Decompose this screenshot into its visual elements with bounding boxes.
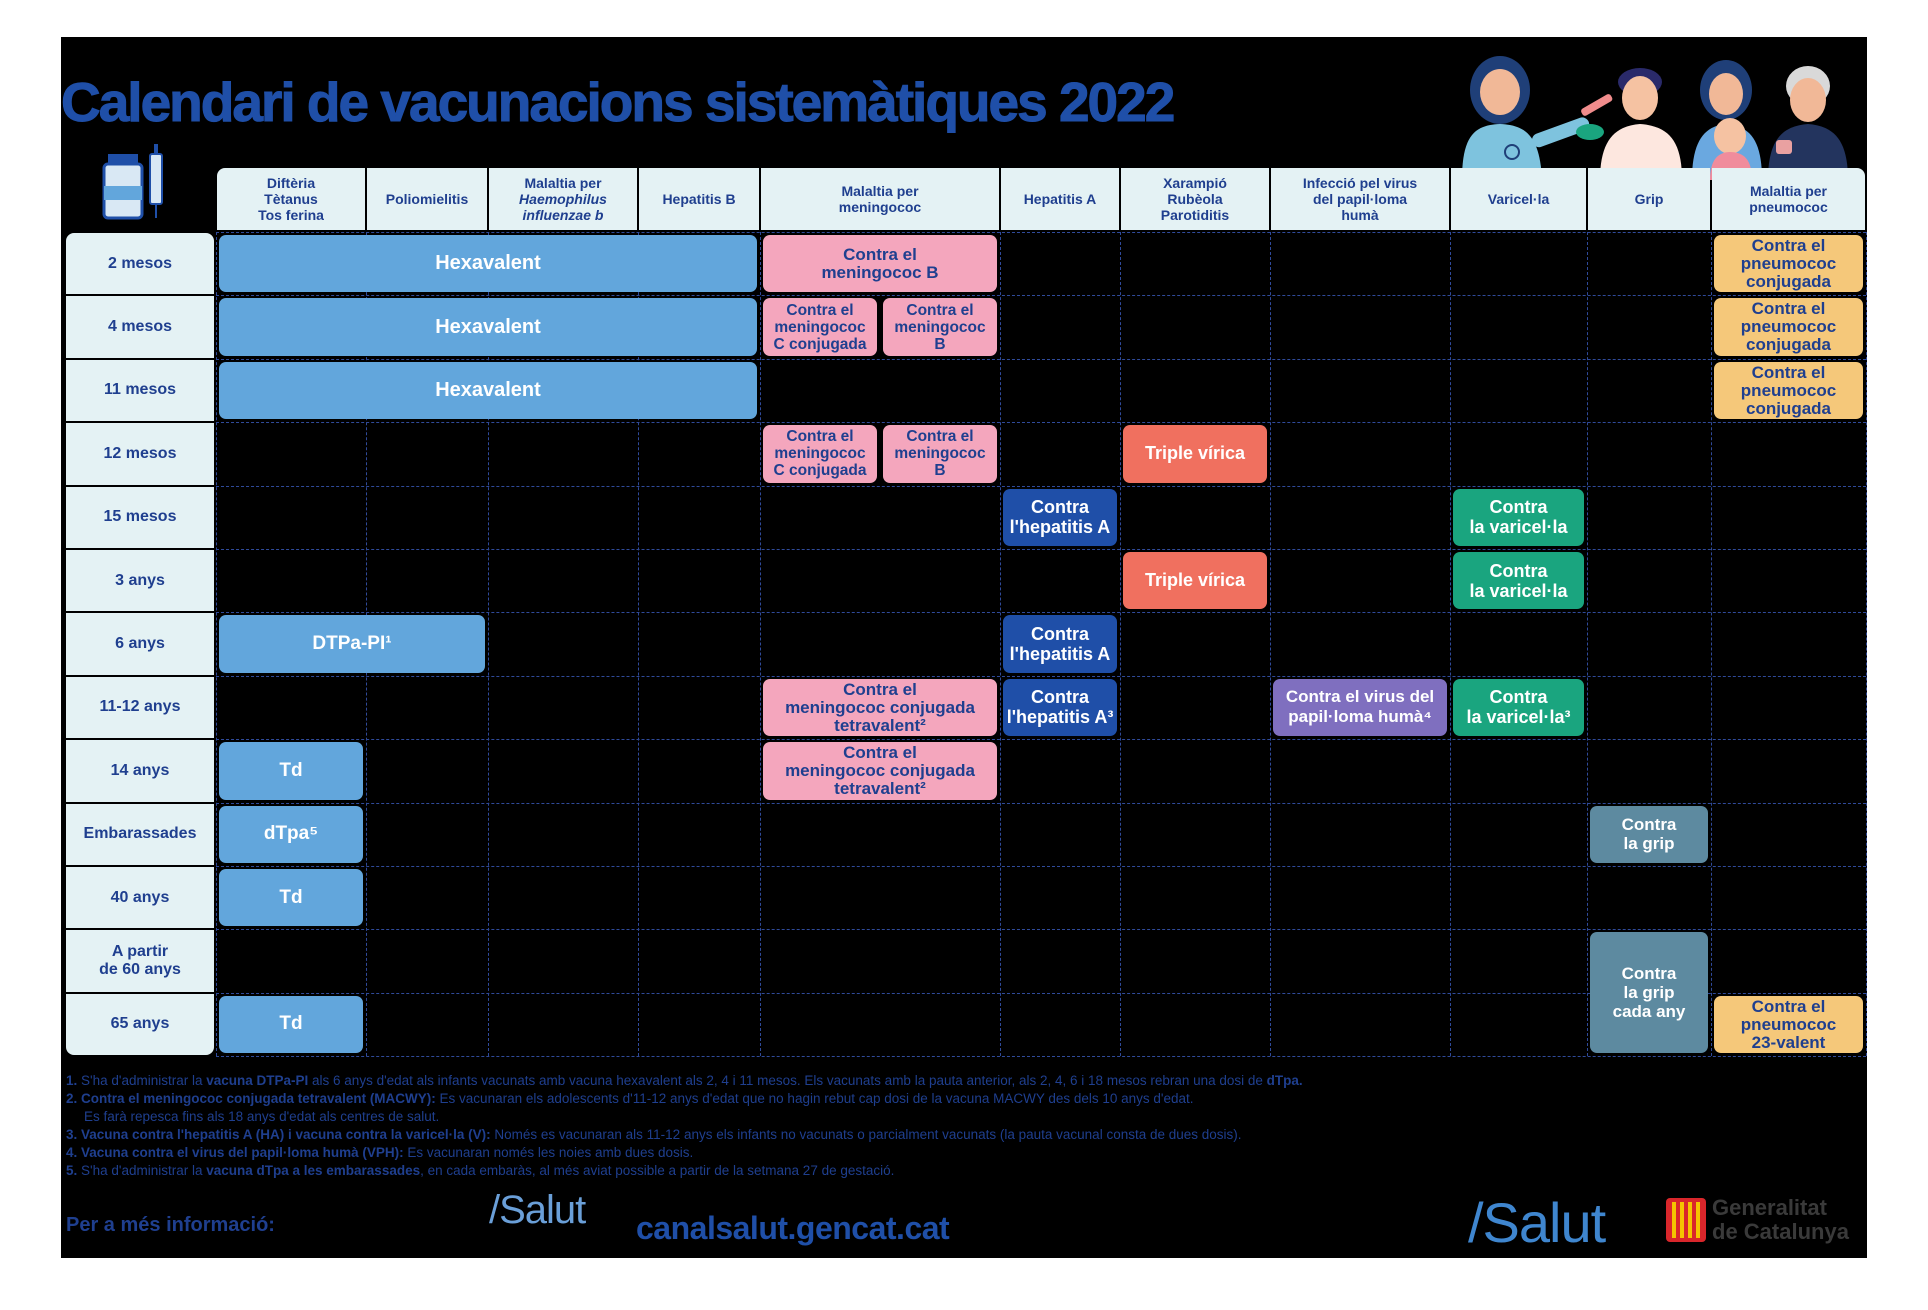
row-label — [66, 867, 214, 928]
grid-row-line — [216, 1056, 1866, 1057]
row-label — [66, 423, 214, 484]
row-label-line: 65 anys — [110, 1015, 170, 1033]
vaccine-cell: Contra el pneumococ conjugada — [1714, 298, 1863, 355]
column-header — [1712, 168, 1865, 230]
grid-column-line — [760, 232, 761, 1056]
column-header-line: del papil·loma — [1312, 191, 1408, 207]
column-header-line: Malaltia per — [841, 183, 919, 199]
row-label-text — [108, 255, 172, 273]
row-label-line: 15 mesos — [103, 508, 177, 526]
row-label-line: 14 anys — [110, 761, 170, 779]
column-header-line: Tètanus — [264, 191, 318, 207]
column-header — [1271, 168, 1449, 230]
footnote-bold: vacuna dTpa a les embarassades — [206, 1163, 421, 1178]
column-header-text — [1488, 191, 1550, 207]
column-header-text — [662, 191, 735, 207]
vaccine-cell: DTPa-PI¹ — [219, 615, 485, 672]
row-label-text — [100, 698, 181, 716]
grid-row-line — [216, 929, 1866, 930]
vaccine-cell: Contra l'hepatitis A — [1003, 489, 1117, 546]
row-label-text — [111, 889, 170, 907]
row-label-text — [115, 635, 165, 653]
vaccine-cell: Contra la grip cada any — [1590, 932, 1708, 1053]
row-label-line: de 60 anys — [99, 961, 181, 979]
row-label — [66, 930, 214, 991]
vaccine-cell: Hexavalent — [219, 235, 757, 292]
vaccine-cell: Hexavalent — [219, 298, 757, 355]
grid-row-line — [216, 676, 1866, 677]
grid-row-line — [216, 486, 1866, 487]
column-header — [1001, 168, 1119, 230]
row-label — [66, 613, 214, 674]
row-label — [66, 360, 214, 421]
row-label-line: A partir — [111, 943, 169, 961]
row-label-text — [111, 762, 170, 780]
row-label-text — [111, 1015, 170, 1033]
row-label-line: Embarassades — [83, 825, 197, 843]
vaccine-cell: Triple vírica — [1123, 552, 1267, 609]
column-header — [367, 168, 487, 230]
vaccine-cell: Hexavalent — [219, 362, 757, 419]
column-header-line: meningococ — [838, 199, 922, 215]
column-header-line: pneumococ — [1749, 199, 1828, 215]
grid-column-line — [1866, 232, 1867, 1056]
column-header-line: humà — [1341, 207, 1379, 223]
row-label-line: 40 anys — [110, 888, 170, 906]
grid-row-line — [216, 232, 1866, 233]
grid-row-line — [216, 549, 1866, 550]
footnote-line — [66, 1126, 1586, 1144]
footnote-bold: 3. Vacuna contra l'hepatitis A (HA) i vacuna contra la varicel·la (V): — [66, 1127, 491, 1142]
row-label — [66, 994, 214, 1055]
row-label — [66, 740, 214, 801]
column-header-line: Xarampió — [1163, 175, 1227, 191]
column-header-line: Hepatitis A — [1023, 191, 1097, 207]
row-label-text — [104, 381, 176, 399]
grid-row-line — [216, 359, 1866, 360]
row-label-text — [104, 508, 177, 526]
row-label — [66, 296, 214, 357]
vaccine-cell: Triple vírica — [1123, 425, 1267, 482]
footnote-bold: 2. Contra el meningococ conjugada tetravalent (MACWY): — [66, 1091, 436, 1106]
vaccine-cell: Contra la varicel·la — [1453, 489, 1584, 546]
column-header-text — [1161, 175, 1229, 223]
row-label — [66, 487, 214, 548]
grid-column-line — [1120, 232, 1121, 1056]
column-header-text — [1303, 175, 1417, 223]
vaccine-cell: Contra el meningococ B — [883, 298, 997, 355]
column-header-text — [839, 183, 921, 215]
row-label-line: 11-12 anys — [99, 698, 181, 716]
vaccine-cell: Td — [219, 869, 363, 926]
footnote-bold: 4. Vacuna contra el virus del papil·loma humà (VPH): — [66, 1145, 404, 1160]
generalitat-line-1: Generalitat — [1712, 1195, 1827, 1220]
column-header-line: Malaltia per — [524, 175, 602, 191]
grid-row-line — [216, 295, 1866, 296]
row-label-text — [99, 943, 181, 979]
grid-column-line — [216, 232, 217, 1056]
footnote-bold: 1. — [66, 1073, 78, 1088]
column-header-line: Poliomielitis — [385, 191, 469, 207]
vaccine-cell: Contra el pneumococ 23-valent — [1714, 996, 1863, 1053]
column-header-line: influenzae b — [522, 207, 604, 223]
row-label-text — [84, 825, 197, 843]
vaccine-cell: Td — [219, 742, 363, 799]
column-header-text — [1749, 183, 1828, 215]
footnote-text: Només es vacunaran als 11-12 anys els infants no vacunats o parcialment vacunats (la pauta vacunal consta de dues dosis). — [490, 1127, 1242, 1142]
column-header-line: Tos ferina — [258, 207, 324, 223]
vaccine-cell: Td — [219, 996, 363, 1053]
footnote-text: Es farà repesca fins als 18 anys d'edat als centres de salut. — [84, 1109, 440, 1124]
vaccine-cell: Contra la varicel·la³ — [1453, 679, 1584, 736]
column-header-text — [1024, 191, 1097, 207]
footnote-line — [66, 1108, 1586, 1126]
footnote-bold: 5. — [66, 1163, 78, 1178]
column-header-text — [386, 191, 468, 207]
column-header-text — [258, 175, 324, 223]
footnote-bold: vacuna DTPa-PI — [206, 1073, 309, 1088]
column-header-line: Varicel·la — [1487, 191, 1550, 207]
column-header-line: Parotiditis — [1160, 207, 1230, 223]
grid-row-line — [216, 866, 1866, 867]
vaccine-cell: Contra el meningococ C conjugada — [763, 425, 877, 482]
column-header — [1451, 168, 1586, 230]
vaccine-cell: Contra el meningococ C conjugada — [763, 298, 877, 355]
footnote-line — [66, 1162, 1586, 1180]
vaccine-cell: Contra el meningococ conjugada tetravalent² — [763, 679, 997, 736]
vaccine-cell: Contra l'hepatitis A — [1003, 615, 1117, 672]
footnote-text: S'ha d'administrar la — [77, 1073, 207, 1088]
row-label — [66, 804, 214, 865]
column-header-line: Grip — [1634, 191, 1664, 207]
column-header — [489, 168, 637, 230]
vaccine-cell: Contra el virus del papil·loma humà⁴ — [1273, 679, 1447, 736]
footnote-line — [66, 1072, 1586, 1090]
row-label-line: 6 anys — [115, 635, 165, 653]
grid-row-line — [216, 612, 1866, 613]
generalitat-line-2: de Catalunya — [1712, 1219, 1849, 1244]
row-label-line: 3 anys — [115, 571, 165, 589]
column-header-line: Hepatitis B — [662, 191, 736, 207]
row-label-line: 4 mesos — [107, 318, 173, 336]
column-header — [1121, 168, 1269, 230]
more-info-label: Per a més informació: — [66, 1214, 275, 1236]
grid-column-line — [1000, 232, 1001, 1056]
vaccine-cell: dTpa⁵ — [219, 806, 363, 863]
vaccine-cell: Contra el meningococ conjugada tetravalent² — [763, 742, 997, 799]
vaccine-cell: Contra la grip — [1590, 806, 1708, 863]
grid-column-line — [1587, 232, 1588, 1056]
vaccine-cell: Contra el meningococ B — [763, 235, 997, 292]
column-header — [639, 168, 759, 230]
row-label-line: 12 mesos — [103, 444, 177, 462]
column-header — [1588, 168, 1710, 230]
salut-logo-small: /Salut — [489, 1188, 586, 1232]
generalitat-logo-text — [1712, 1196, 1849, 1244]
column-header-line: Diftèria — [266, 175, 316, 191]
row-label-text — [115, 572, 165, 590]
row-label-text — [104, 445, 177, 463]
footnote-line — [66, 1090, 1586, 1108]
footnote-text: Es vacunaran els adolescents d'11-12 anys d'edat que no hagin rebut cap dosi de la vacuna MACWY des dels 10 anys d'edat. — [435, 1091, 1194, 1106]
column-header-line: Haemophilus — [519, 191, 607, 207]
salut-logo-large: /Salut — [1468, 1191, 1606, 1254]
row-label-line: 11 mesos — [103, 381, 177, 399]
column-header — [217, 168, 365, 230]
vaccine-cell: Contra la varicel·la — [1453, 552, 1584, 609]
grid-row-line — [216, 739, 1866, 740]
footnote-line — [66, 1144, 1586, 1162]
website-link[interactable]: canalsalut.gencat.cat — [636, 1210, 950, 1246]
grid-column-line — [1711, 232, 1712, 1056]
footnotes — [66, 1072, 1586, 1180]
vaccine-cell: Contra el pneumococ conjugada — [1714, 235, 1863, 292]
footnote-text: , en cada embaràs, al més aviat possible a partir de la setmana 27 de gestació. — [420, 1163, 895, 1178]
vaccine-cell: Contra el meningococ B — [883, 425, 997, 482]
column-header-line: Infecció pel virus — [1302, 175, 1418, 191]
row-label — [66, 677, 214, 738]
column-header-line: Malaltia per — [1749, 183, 1827, 199]
row-label-line: 2 mesos — [107, 254, 173, 272]
footnote-text: als 6 anys d'edat als infants vacunats amb vacuna hexavalent als 2, 4 i 11 mesos. Els vacunats amb la pauta anterior, als 2, 4, 6 i 18 mesos rebran una dosi de — [308, 1073, 1267, 1088]
column-header-text — [519, 175, 607, 223]
page-title: Calendari de vacunacions sistemàtiques 2022 — [61, 71, 1174, 133]
vaccine-cell: Contra el pneumococ conjugada — [1714, 362, 1863, 419]
row-label — [66, 550, 214, 611]
footnote-text: S'ha d'administrar la — [77, 1163, 207, 1178]
column-header-line: Rubèola — [1167, 191, 1223, 207]
row-label-text — [108, 318, 172, 336]
vaccine-cell: Contra l'hepatitis A³ — [1003, 679, 1117, 736]
generalitat-logo-icon — [1664, 1196, 1708, 1244]
row-label — [66, 233, 214, 294]
footnote-text: Es vacunaran només les noies amb dues dosis. — [403, 1145, 694, 1160]
footnote-bold: dTpa. — [1266, 1073, 1303, 1088]
column-header-text — [1635, 191, 1664, 207]
grid-row-line — [216, 803, 1866, 804]
column-header — [761, 168, 999, 230]
grid-column-line — [1450, 232, 1451, 1056]
grid-column-line — [1270, 232, 1271, 1056]
grid-row-line — [216, 422, 1866, 423]
